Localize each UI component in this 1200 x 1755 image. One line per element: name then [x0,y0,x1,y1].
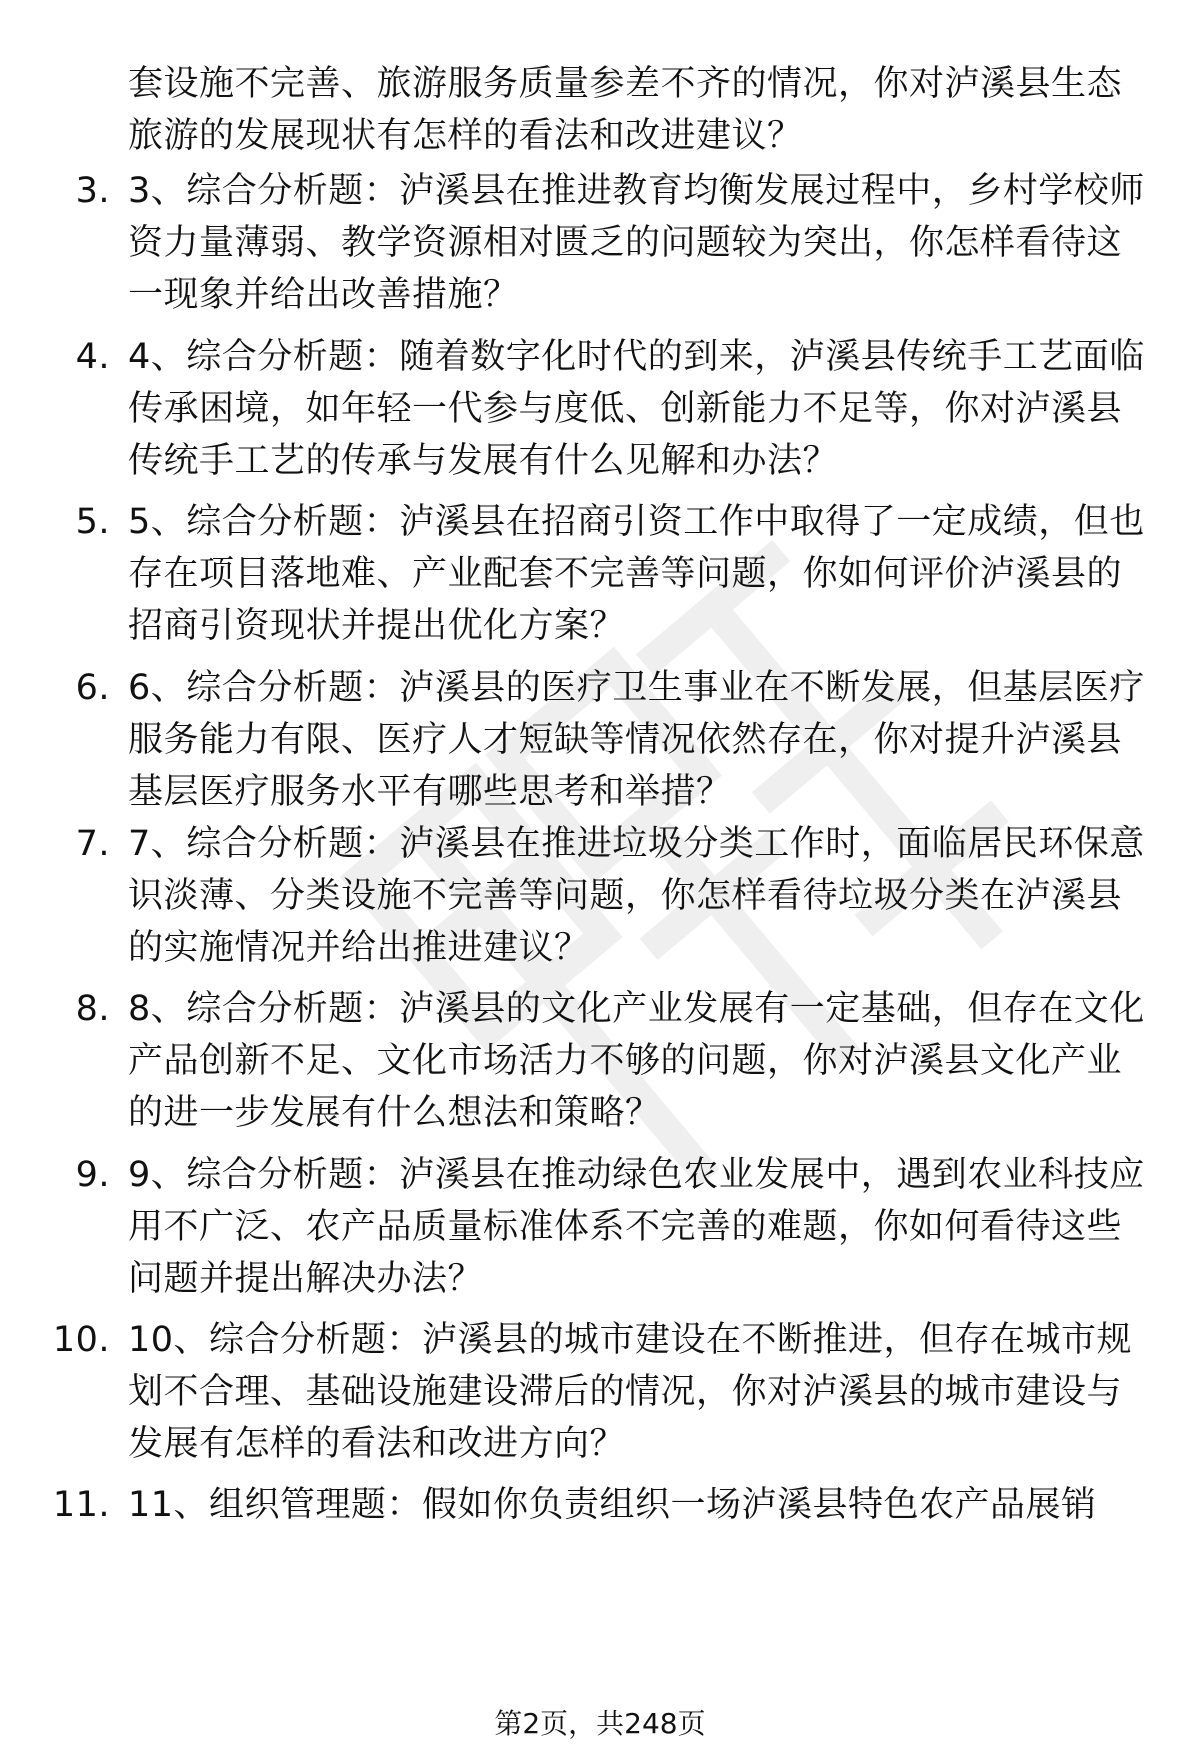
list-item-text: 10、综合分析题：泸溪县的城市建设在不断推进，但存在城市规 划不合理、基础设施建设滞后的情况，你对泸溪县的城市建设与 发展有怎样的看法和改进方向？ [128,1320,1133,1464]
list-item-text: 4、综合分析题：随着数字化时代的到来，泸溪县传统手工艺面临 传承困境，如年轻一代参与度低、创新能力不足等，你对泸溪县 传统手工艺的传承与发展有什么见解和办法？ [128,337,1145,481]
list-item-number: 10. [52,1320,110,1360]
list-item-number: 7. [75,824,110,864]
list-item-number: 9. [75,1155,110,1195]
list-item-number: 6. [75,668,110,708]
list-item-number: 4. [75,337,110,377]
list-item-number: 11. [52,1485,110,1525]
list-item-text: 8、综合分析题：泸溪县的文化产业发展有一定基础，但存在文化 产品创新不足、文化市场活力不够的问题，你对泸溪县文化产业 的进一步发展有什么想法和策略？ [128,989,1145,1133]
list-item-text: 6、综合分析题：泸溪县的医疗卫生事业在不断发展，但基层医疗 服务能力有限、医疗人才短缺等情况依然存在，你对提升泸溪县 基层医疗服务水平有哪些思考和举措？ [128,668,1145,812]
list-item-number: 8. [75,989,110,1029]
list-item-text: 11、组织管理题：假如你负责组织一场泸溪县特色农产品展销 [128,1485,1097,1525]
continuation-text: 套设施不完善、旅游服务质量参差不齐的情况，你对泸溪县生态 旅游的发展现状有怎样的看法和改进建议？ [128,64,1123,156]
list-item-text: 3、综合分析题：泸溪县在推进教育均衡发展过程中，乡村学校师 资力量薄弱、教学资源相对匮乏的问题较为突出，你怎样看待这 一现象并给出改善措施？ [128,171,1145,315]
list-item-number: 3. [75,171,110,211]
list-item-text: 5、综合分析题：泸溪县在招商引资工作中取得了一定成绩，但也 存在项目落地难、产业配套不完善等问题，你如何评价泸溪县的 招商引资现状并提出优化方案？ [128,502,1145,646]
list-item-text: 9、综合分析题：泸溪县在推动绿色农业发展中，遇到农业科技应 用不广泛、农产品质量标准体系不完善的难题，你如何看待这些 问题并提出解决办法？ [128,1155,1145,1299]
page-footer: 第2页，共248页 [494,1707,706,1740]
list-item-text: 7、综合分析题：泸溪县在推进垃圾分类工作时，面临居民环保意 识淡薄、分类设施不完善等问题，你怎样看待垃圾分类在泸溪县 的实施情况并给出推进建议？ [128,824,1145,968]
list-item-number: 5. [75,502,110,542]
